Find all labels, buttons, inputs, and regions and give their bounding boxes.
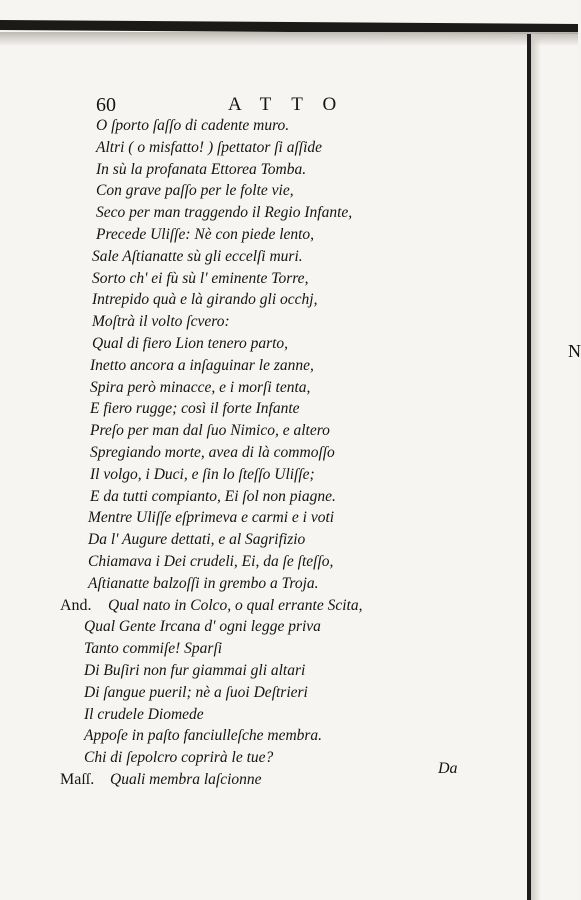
verse-line-text: Preſo per man dal ſuo Nimico, e altero [90, 422, 330, 440]
verse-line-text: Chiamava i Dei crudeli, Ei, da ſe ſteſſo, [88, 552, 334, 570]
verse-line [0, 355, 520, 377]
verse-line [0, 137, 520, 159]
verse-line [0, 595, 520, 617]
binding-gutter-shadow [531, 34, 541, 900]
verse-line-text: Precede Uliſſe: Nè con piede lento, [96, 225, 315, 243]
verse-line [0, 464, 520, 486]
verse-line [0, 268, 520, 290]
verse-line [0, 180, 520, 202]
verse-text-block [0, 115, 520, 791]
catchword: Da [438, 760, 458, 777]
verse-line-text: Il crudele Diomede [84, 705, 204, 723]
verse-line [0, 224, 520, 246]
page-top-shadow [0, 32, 578, 46]
verse-line-text: Il volgo, i Duci, e ſin lo ſteſſo Uliſſe; [90, 465, 315, 483]
verse-line [0, 246, 520, 268]
verse-line-text: Spregiando morte, avea di là commoſſo [90, 443, 335, 461]
verse-line-text: Da l' Augure dettati, e al Sagrifizio [88, 531, 306, 549]
verse-line [0, 573, 520, 595]
verse-line [0, 115, 520, 137]
verse-line-text: E fiero rugge; così il forte Infante [90, 400, 300, 418]
verse-line-text: In sù la profanata Ettorea Tomba. [96, 160, 307, 178]
verse-line [0, 682, 520, 704]
speaker-label: And. [60, 596, 92, 614]
verse-line-text: O ſporto ſaſſo di cadente muro. [96, 117, 290, 134]
verse-line-text: Qual Gente Ircana d' ogni legge priva [84, 618, 321, 636]
verse-line [0, 159, 520, 181]
verse-line [0, 486, 520, 508]
verse-line [0, 420, 520, 442]
verse-line [0, 529, 520, 551]
act-heading: ATTO [228, 94, 357, 115]
verse-line [0, 507, 520, 529]
verse-line-text: E da tutti compianto, Ei ſol non piagne. [90, 487, 336, 505]
verse-line [0, 704, 520, 726]
verse-line [0, 660, 520, 682]
verse-line-text: Qual nato in Colco, o qual errante Scita, [108, 596, 363, 614]
verse-line-text: Chi di ſepolcro coprirà le tue? [84, 749, 274, 767]
verse-line-text: Intrepido quà e là girando gli occhj, [92, 291, 318, 309]
verse-line-text: Qual di fiero Lion tenero parto, [92, 334, 289, 352]
verse-line-text: Sorto ch' ei fù sù l' eminente Torre, [92, 269, 309, 287]
verse-line-text: Moſtrà il volto ſcvero: [92, 313, 230, 331]
verse-line-text: Di ſangue pueril; nè a ſuoi Deſtrieri [84, 683, 308, 701]
verse-line-text: Con grave paſſo per le folte vie, [96, 182, 294, 200]
verse-line [0, 442, 520, 464]
verse-line [0, 289, 520, 311]
verse-line-text: Mentre Uliſſe eſprimeva e carmi e i voti [88, 509, 335, 527]
verse-line [0, 551, 520, 573]
verse-line-text: Altri ( o misfatto! ) ſpettator ſi aſſide [96, 138, 323, 156]
verse-line [0, 616, 520, 638]
verse-line-text: Inetto ancora a inſaguinar le zanne, [90, 356, 314, 374]
verse-line-text: Di Buſiri non fur giammai gli altari [84, 661, 306, 679]
verse-line-text: Seco per man traggendo il Regio Infante, [96, 204, 353, 222]
verse-line [0, 377, 520, 399]
facing-page-fragment: N [568, 341, 581, 361]
verse-line [0, 311, 520, 333]
verse-line [0, 638, 520, 660]
verse-line [0, 725, 520, 747]
verse-line-text: Tanto commiſe! Sparſi [84, 640, 223, 658]
verse-line-text: Sale Aſtianatte sù gli eccelſi muri. [92, 247, 303, 265]
verse-line-text: Quali membra laſcionne [110, 770, 262, 788]
speaker-label: Maſſ. [60, 770, 95, 788]
verse-line-text: Aſtianatte balzoſſi in grembo a Troja. [88, 574, 319, 592]
verse-line-text: Appoſe in paſto fanciulleſche membra. [84, 727, 323, 745]
verse-line-text: Spira però minacce, e i morſi tenta, [90, 378, 311, 396]
verse-line [0, 202, 520, 224]
verse-line [0, 333, 520, 355]
page-number: 60 [96, 94, 116, 116]
verse-line [0, 398, 520, 420]
